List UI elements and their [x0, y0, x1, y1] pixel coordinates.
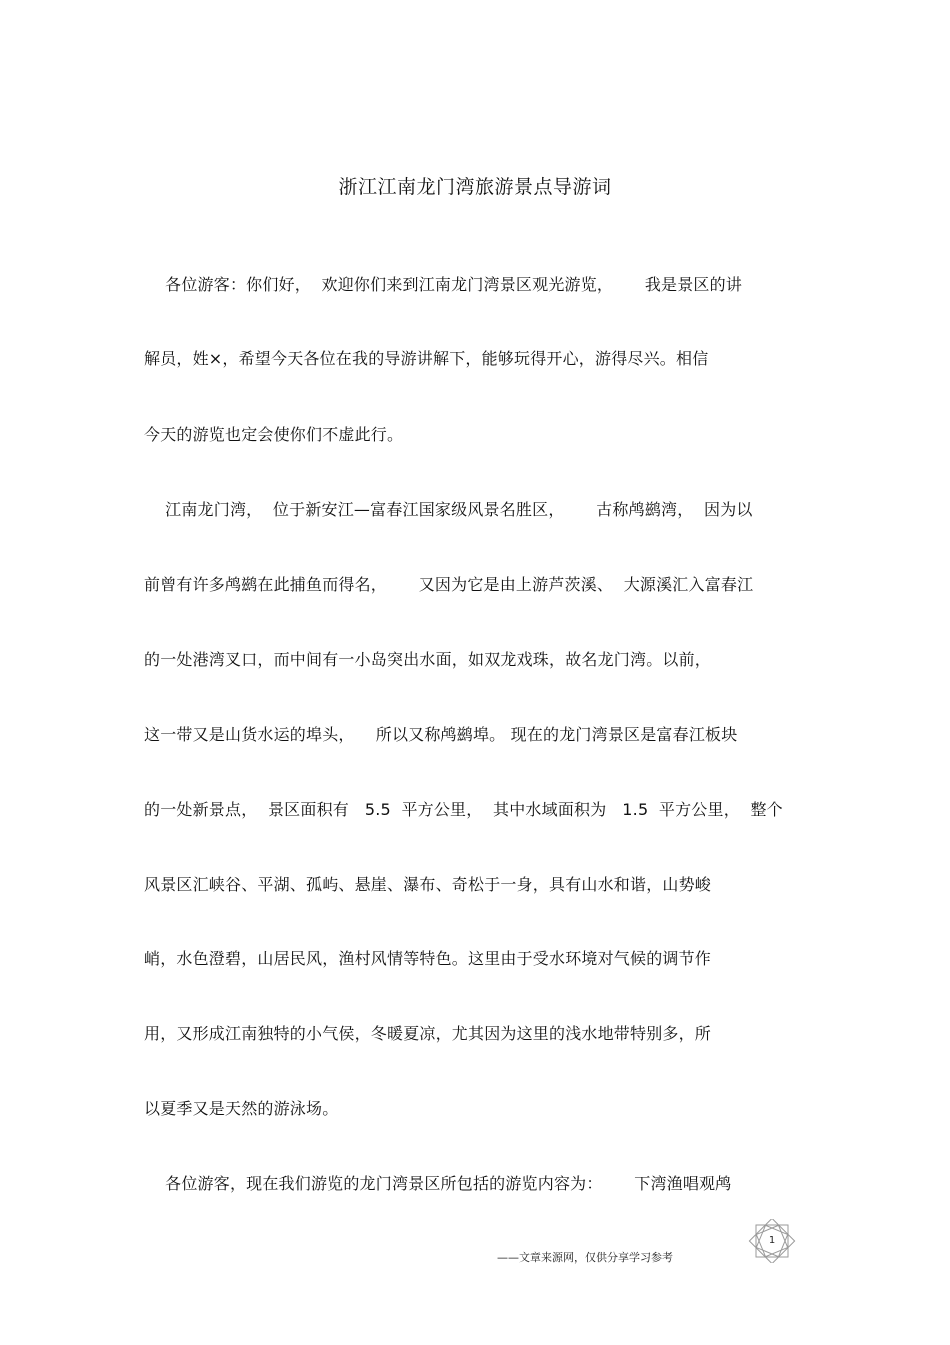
page-number: 1 — [768, 1235, 776, 1246]
body-line: 的一处港湾叉口，而中间有一小岛突出水面，如双龙戏珠，故名龙门湾。以前， — [144, 650, 712, 669]
body-line: 峭，水色澄碧，山居民风，渔村风情等特色。这里由于受水环境对气候的调节作 — [144, 949, 712, 968]
body-line: 风景区汇峡谷、平湖、孤屿、悬崖、瀑布、奇松于一身，具有山水和谐，山势峻 — [144, 875, 712, 894]
body-line: 今天的游览也定会使你们不虚此行。 — [144, 425, 404, 444]
body-line: 各位游客：你们好， 欢迎你们来到江南龙门湾景区观光游览， 我是景区的讲 — [144, 275, 743, 294]
document-title: 浙江江南龙门湾旅游景点导游词 — [338, 176, 612, 198]
body-line: 解员，姓×，希望今天各位在我的导游讲解下，能够玩得开心，游得尽兴。相信 — [144, 349, 709, 368]
body-line: 的一处新景点， 景区面积有 5.5 平方公里， 其中水域面积为 1.5 平方公里， 整个 — [144, 800, 783, 819]
body-line: 用，又形成江南独特的小气侯，冬暖夏凉，尤其因为这里的浅水地带特别多，所 — [144, 1024, 712, 1043]
body-line: 这一带又是山货水运的埠头， 所以又称鸬鹚埠。 现在的龙门湾景区是富春江板块 — [144, 725, 738, 744]
body-line: 江南龙门湾， 位于新安江—富春江国家级风景名胜区， 古称鸬鹚湾， 因为以 — [144, 500, 753, 519]
body-line: 前曾有许多鸬鹚在此捕鱼而得名， 又因为它是由上游芦茨溪、 大源溪汇入富春江 — [144, 575, 754, 594]
footer-source-note: ——文章来源网，仅供分享学习参考 — [497, 1251, 673, 1264]
body-line: 各位游客，现在我们游览的龙门湾景区所包括的游览内容为： 下湾渔唱观鸬 — [144, 1174, 732, 1193]
body-line: 以夏季又是天然的游泳场。 — [144, 1099, 339, 1118]
